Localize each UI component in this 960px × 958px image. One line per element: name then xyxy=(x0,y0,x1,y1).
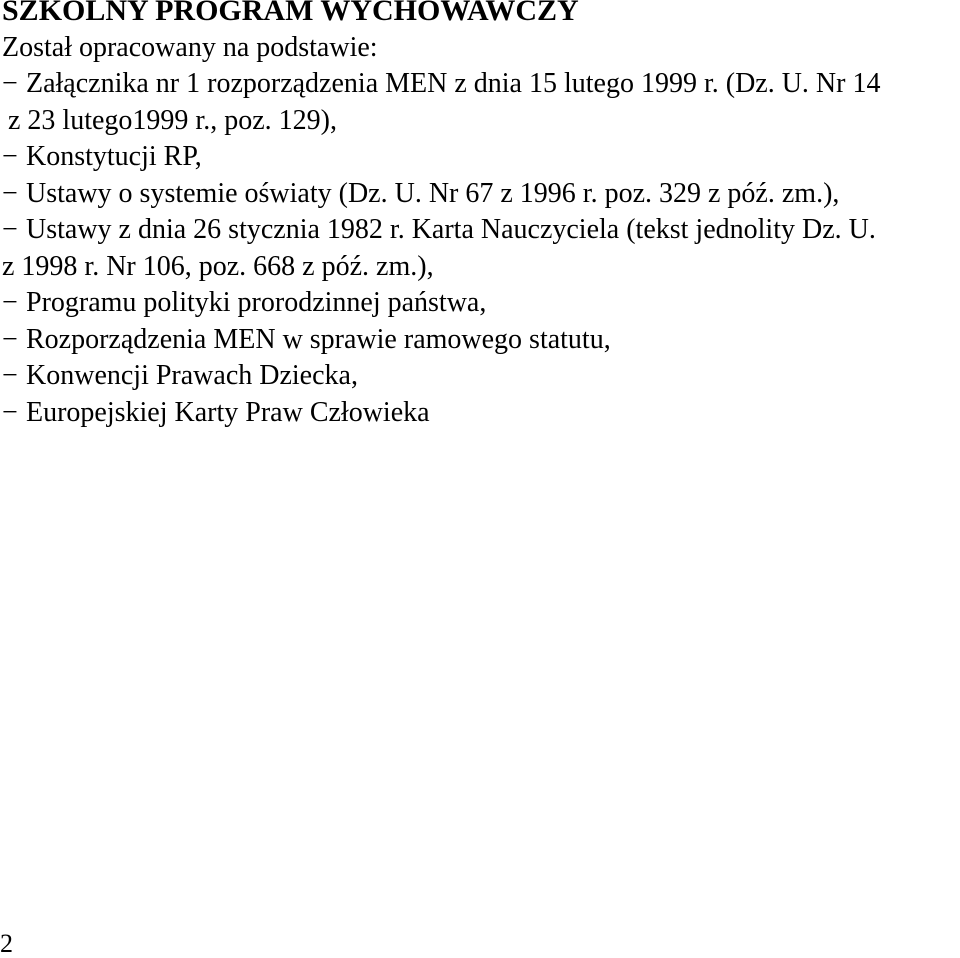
document-title: SZKOLNY PROGRAM WYCHOWAWCZY xyxy=(2,0,579,27)
list-item-text: z 23 lutego1999 r., poz. 129), xyxy=(8,104,337,136)
dash-bullet: − xyxy=(2,141,18,172)
dash-bullet: − xyxy=(2,323,18,355)
list-item-text: Konwencji Prawach Dziecka, xyxy=(26,360,358,391)
list-item-text: Rozporządzenia MEN w sprawie ramowego statutu, xyxy=(26,323,611,355)
list-item xyxy=(2,176,958,213)
list-item-text: Ustawy o systemie oświaty (Dz. U. Nr 67 z 1996 r. poz. 329 z póź. zm.), xyxy=(26,177,840,209)
dash-bullet: − xyxy=(2,360,18,391)
page-number: 2 xyxy=(0,929,13,958)
list-item xyxy=(2,395,958,432)
list-item xyxy=(2,322,958,359)
dash-bullet: − xyxy=(2,68,18,99)
list-item-text: Konstytucji RP, xyxy=(26,141,202,172)
intro-text: Został opracowany na podstawie: xyxy=(2,32,378,63)
dash-bullet: − xyxy=(2,396,18,428)
dash-bullet: − xyxy=(2,287,18,318)
list-item xyxy=(2,358,958,395)
list-item-text: Europejskiej Karty Praw Człowieka xyxy=(26,396,430,428)
list-item-continuation xyxy=(2,249,958,286)
list-item xyxy=(2,139,958,176)
list-item-text: Programu polityki prorodzinnej państwa, xyxy=(26,287,487,318)
list-item-text: Ustawy z dnia 26 stycznia 1982 r. Karta Nauczyciela (tekst jednolity Dz. U. xyxy=(26,214,876,245)
list-item xyxy=(2,212,958,249)
list-item xyxy=(2,285,958,322)
dash-bullet: − xyxy=(2,177,18,209)
list-item-text: z 1998 r. Nr 106, poz. 668 z póź. zm.), xyxy=(2,250,434,282)
sources-list xyxy=(2,66,958,431)
list-item-text: Załącznika nr 1 rozporządzenia MEN z dnia 15 lutego 1999 r. (Dz. U. Nr 14 xyxy=(26,68,881,99)
dash-bullet: − xyxy=(2,214,18,245)
list-item xyxy=(2,66,958,103)
list-item-continuation xyxy=(2,103,958,140)
